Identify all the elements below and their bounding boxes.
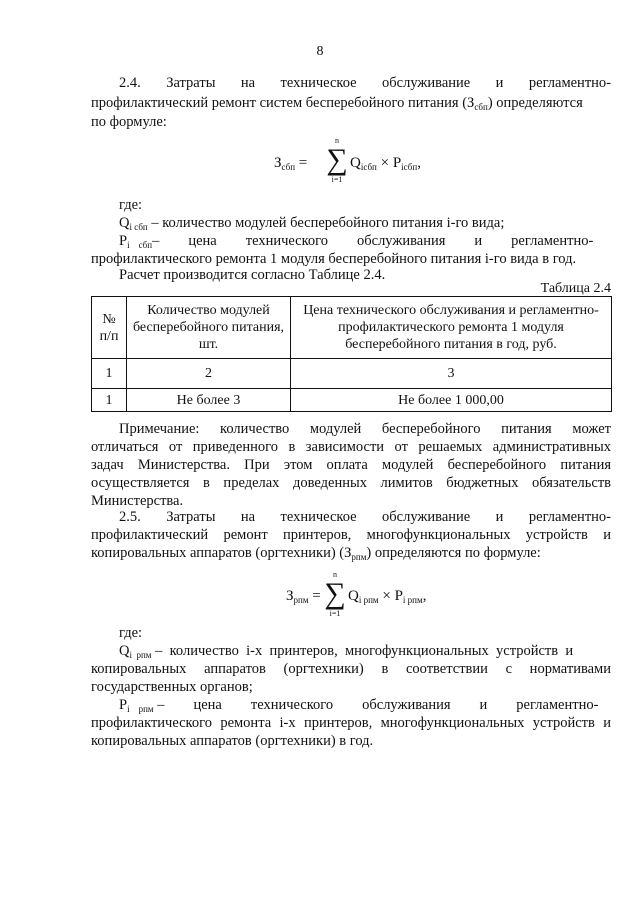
formula-rpm: $З_{рпм}$ =	[286, 588, 321, 605]
formula-sbp: $З_{сбп}$ =	[274, 155, 308, 172]
table-header-row	[92, 297, 612, 359]
s25-where: где:	[119, 625, 143, 641]
table-index-row: 1 2 3	[92, 359, 612, 389]
header-quantity: Количество модулей бесперебойного питания, шт.	[127, 297, 291, 359]
table-row: 1 Не более 3 Не более 1 000,00	[92, 389, 612, 412]
s24-where: где:	[119, 197, 143, 213]
s24-calc: Расчет производится согласно Таблице 2.4.	[119, 267, 386, 283]
s25-line-1: 2.5. Затраты на техническое обслуживание и регламентно-	[119, 509, 611, 525]
formula-sbp-rhs: $Q_{iсбп} \times P_{iсбп}$,	[350, 155, 421, 172]
header-price: Цена технического обслуживания и регламентно-профилактического ремонта 1 модуля бесперебойного питания в год, руб.	[291, 297, 612, 359]
table-2-4	[91, 296, 612, 412]
s25-def-p-3: копировальных аппаратов (оргтехники) в год.	[91, 733, 374, 749]
s24-line-3: по формуле:	[91, 114, 167, 130]
s25-def-p-2: профилактического ремонта i-х принтеров, многофункциональных устройств и	[91, 715, 611, 731]
formula-rpm-rhs: $Q_{i рпм} \times P_{i рпм}$,	[348, 588, 427, 605]
note-line-2: отличаться от приведенного в зависимости от решаемых административных	[91, 439, 611, 455]
header-num: № п/п	[92, 297, 127, 359]
s25-def-p-1: $P_{i рпм}$ – цена технического обслуживания и регламентно-	[119, 697, 599, 714]
s25-def-q-2: копировальных аппаратов (оргтехники) в соответствии с нормативами	[91, 661, 611, 677]
s24-line-1: 2.4. Затраты на техническое обслуживание и регламентно-	[119, 75, 611, 91]
s24-def-p-2: профилактического ремонта 1 модуля бесперебойного питания i-го вида в год.	[91, 251, 577, 267]
table-caption: Таблица 2.4	[540, 281, 611, 296]
note-line-4: осуществляется в пределах доведенных лимитов бюджетных обязательств	[91, 475, 611, 491]
note-line-1: Примечание: количество модулей бесперебойного питания может	[119, 421, 611, 437]
s25-def-q-1: $Q_{i рпм}$ – количество i-х принтеров, многофункциональных устройств и	[119, 643, 574, 660]
page-number: 8	[316, 44, 324, 59]
s25-line-3: копировальных аппаратов (оргтехники) $(З_{рпм})$ определяются по формуле:	[91, 545, 541, 562]
s24-def-q: $Q_{i сбп}$ – количество модулей бесперебойного питания i-го вида;	[119, 215, 505, 232]
note-line-5: Министерства.	[91, 493, 184, 509]
s24-def-p-1: $P_{i сбп}-$ цена технического обслуживания и регламентно-	[119, 233, 594, 250]
note-line-3: задач Министерства. При этом оплата модулей бесперебойного питания	[91, 457, 611, 473]
sum-sign-rpm: n ∑ i=1	[324, 570, 346, 618]
s25-def-q-3: государственных органов;	[91, 679, 253, 695]
sum-sign-sbp: n ∑ i=1	[326, 136, 348, 184]
s24-line-2: профилактический ремонт систем бесперебойного питания $(З_{сбп})$ определяются	[91, 95, 583, 112]
s25-line-2: профилактический ремонт принтеров, многофункциональных устройств и	[91, 527, 611, 543]
